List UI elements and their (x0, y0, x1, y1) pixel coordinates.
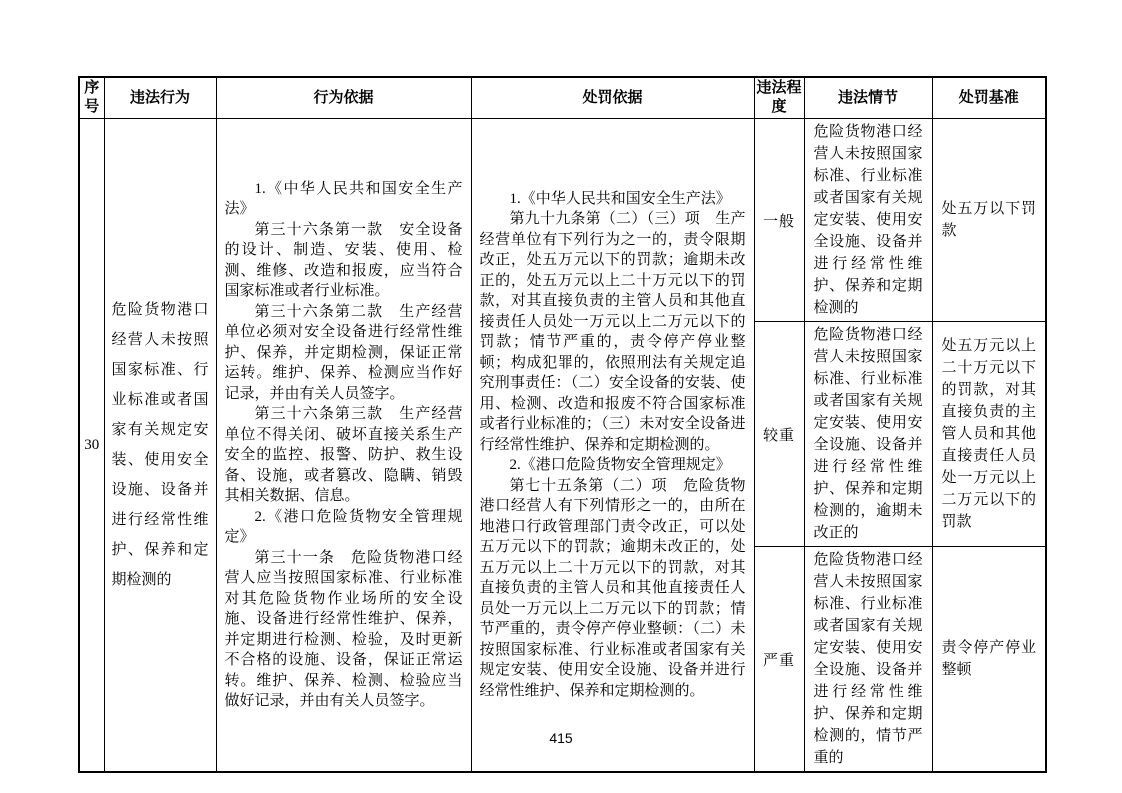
cell-benchmark-serious: 处五万元以上二十万元以下的罚款，对其直接负责的主管人员和其他直接责任人员处一万元以上二万元以下的罚款 (932, 322, 1046, 547)
column-header-penalty-basis: 处罚依据 (471, 77, 754, 119)
cell-penalty-basis: 1.《中华人民共和国安全生产法》 第九十九条第（二）（三）项 生产经营单位有下列行为之一的，责令限期改正，处五万元以下的罚款；逾期未改正的，处五万元以上二十万元以下的罚款，对其直接负责的主管人员和其他直接责任人员处一万元以上二万元以下的罚款；情节严重的，责令停产停业整顿；构成犯罪的，依照刑法有关规定追究刑事责任：（二）安全设备的安装、使用、检测、改造和报废不符合国家标准或者行业标准的；（三）未对安全设备进行经常性维护、保养和定期检测的。 2.《港口危险货物安全管理规定》 第七十五条第（二）项 危险货物港口经营人有下列情形之一的，由所在地港口行政管理部门责令改正，可以处五万元以下的罚款；逾期未改正的，处五万元以上二十万元以下的罚款，对其直接负责的主管人员和其他直接责任人员处一万元以上二万元以下的罚款；情节严重的，责令停产停业整顿：（二）未按照国家标准、行业标准或者国家有关规定安装、使用安全设施、设备并进行经常性维护、保养和定期检测的。 (471, 119, 754, 773)
cell-circumstance-severe: 危险货物港口经营人未按照国家标准、行业标准或者国家有关规定安装、使用安全设施、设备并进行经常性维护、保养和定期检测的，情节严重的 (804, 547, 932, 773)
cell-serial-number: 30 (79, 119, 104, 773)
cell-circumstance-general: 危险货物港口经营人未按照国家标准、行业标准或者国家有关规定安装、使用安全设施、设备并进行经常性维护、保养和定期检测的 (804, 119, 932, 322)
cell-benchmark-general: 处五万以下罚款 (932, 119, 1046, 322)
table-row-level-general (79, 119, 1046, 322)
column-header-behavior-basis: 行为依据 (216, 77, 471, 119)
column-header-illegal-behavior: 违法行为 (104, 77, 216, 119)
cell-illegal-behavior: 危险货物港口经营人未按照国家标准、行业标准或者国家有关规定安装、使用安全设施、设备并进行经常性维护、保养和定期检测的 (104, 119, 216, 773)
page-number: 415 (549, 730, 573, 746)
column-header-penalty-benchmark: 处罚基准 (932, 77, 1046, 119)
cell-benchmark-severe: 责令停产停业整顿 (932, 547, 1046, 773)
column-header-violation-degree: 违法程度 (754, 77, 804, 119)
column-header-serial-number: 序号 (79, 77, 104, 119)
cell-degree-serious: 较重 (754, 322, 804, 547)
table-header-row (79, 77, 1046, 119)
column-header-violation-circumstance: 违法情节 (804, 77, 932, 119)
cell-behavior-basis: 1.《中华人民共和国安全生产法》 第三十六条第一款 安全设备的设计、制造、安装、使用、检测、维修、改造和报废，应当符合国家标准或者行业标准。 第三十六条第二款 生产经营单位必须对安全设备进行经常性维护、保养，并定期检测，保证正常运转。维护、保养、检测应当作好记录，并由有关人员签字。 第三十六条第三款 生产经营单位不得关闭、破坏直接关系生产安全的监控、报警、防护、救生设备、设施，或者篡改、隐瞒、销毁其相关数据、信息。 2.《港口危险货物安全管理规定》 第三十一条 危险货物港口经营人应当按照国家标准、行业标准对其危险货物作业场所的安全设施、设备进行经常性维护、保养，并定期进行检测、检验，及时更新不合格的设施、设备，保证正常运转。维护、保养、检测、检验应当做好记录，并由有关人员签字。 (216, 119, 471, 773)
cell-degree-general: 一般 (754, 119, 804, 322)
cell-circumstance-serious: 危险货物港口经营人未按照国家标准、行业标准或者国家有关规定安装、使用安全设施、设备并进行经常性维护、保养和定期检测的，逾期未改正的 (804, 322, 932, 547)
penalty-standards-table (78, 76, 1047, 773)
cell-degree-severe: 严重 (754, 547, 804, 773)
